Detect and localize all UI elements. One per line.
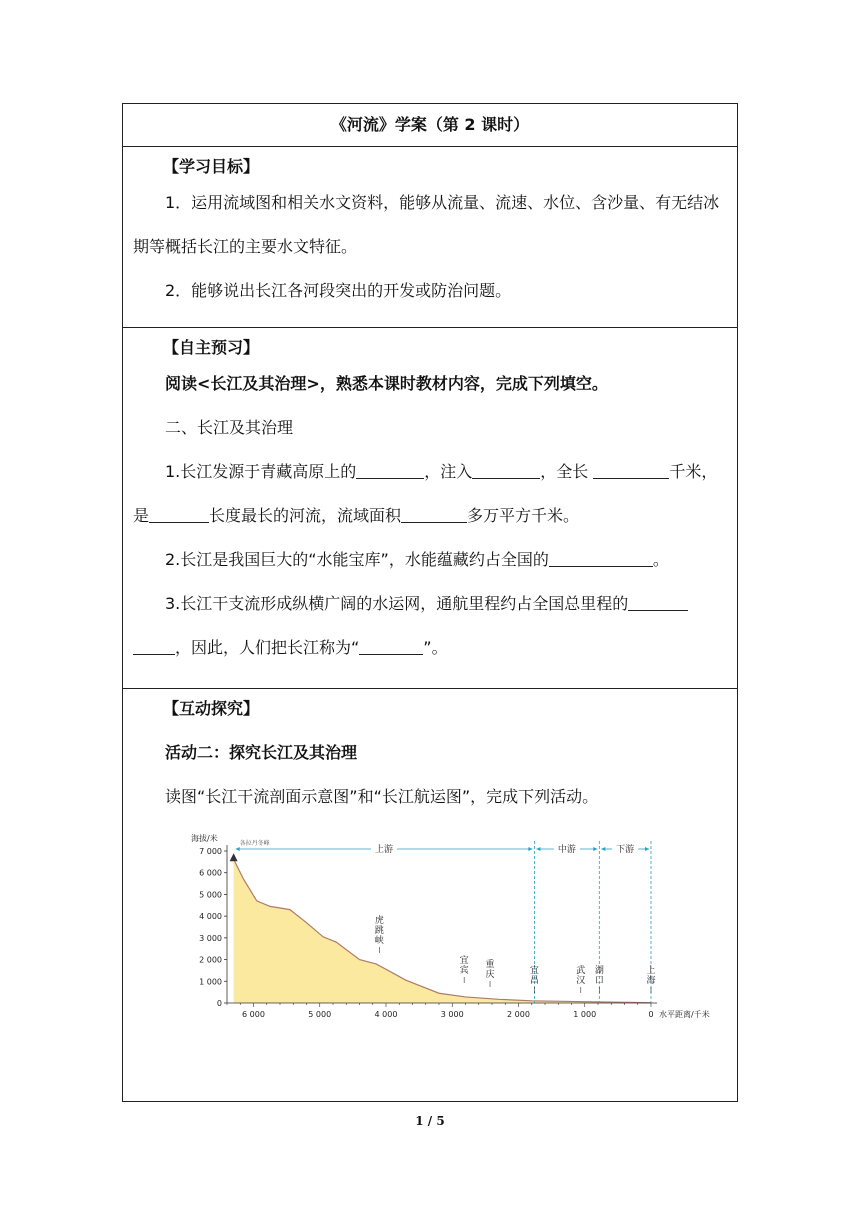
q3-blank-share-a[interactable]: [628, 592, 688, 611]
x-tick-label: 6 000: [242, 1010, 265, 1019]
interactive-explore-heading: 【互动探究】: [163, 699, 260, 718]
question-1: [133, 450, 727, 538]
q1-text-d: 千米，是: [133, 462, 718, 525]
x-tick-label: 2 000: [507, 1010, 530, 1019]
q3-text-a: 3.长江干支流形成纵横广阔的水运网，通航里程约占全国总里程的: [165, 594, 629, 613]
place-label: 宜: [459, 956, 469, 966]
place-label: 宜: [529, 966, 539, 976]
reach-arrowhead: [645, 847, 649, 851]
q1-text-b: ，注入: [424, 462, 473, 481]
q3-blank-nickname[interactable]: [359, 636, 423, 655]
reach-arrowhead: [528, 847, 532, 851]
question-3: [133, 582, 727, 670]
y-tick-label: 1 000: [199, 977, 222, 987]
self-preview-section: [123, 328, 738, 689]
y-tick-label: 2 000: [199, 955, 222, 965]
y-tick-label: 3 000: [199, 933, 222, 943]
x-tick-label: 1 000: [573, 1010, 597, 1019]
q3-text-c: ”。: [423, 638, 448, 657]
place-label: 宾: [459, 966, 469, 976]
profile-area: [234, 859, 651, 1003]
q3-blank-share-b[interactable]: [133, 636, 175, 655]
y-tick-label: 0: [216, 999, 222, 1008]
reach-arrowhead: [593, 847, 597, 851]
reach-arrowhead: [601, 847, 605, 851]
reach-label: 中游: [557, 845, 576, 855]
place-label: 上: [646, 966, 656, 976]
place-label: 峡: [374, 936, 384, 946]
q1-text-c: ，全长: [540, 462, 589, 481]
section-title: 二、长江及其治理: [165, 418, 294, 437]
q1-text-e: 长度最长的河流，流域面积: [209, 506, 402, 525]
reach-label: 上游: [375, 845, 394, 855]
goal-1: 1．运用流域图和相关水文资料，能够从流量、流速、水位、含沙量、有无结冰期等概括长江的主要水文特征。: [133, 193, 720, 256]
place-label: 武: [576, 966, 586, 976]
learning-goals-heading: 【学习目标】: [163, 157, 260, 176]
preview-intro: 阅读<长江及其治理>，熟悉本课时教材内容，完成下列填空。: [165, 374, 608, 393]
place-label: 跳: [374, 926, 384, 936]
q1-text-a: 1.长江发源于青藏高原上的: [165, 462, 357, 481]
q2-blank-share[interactable]: [549, 548, 653, 567]
x-tick-label: 5 000: [308, 1010, 332, 1019]
goal-2: 2．能够说出长江各河段突出的开发或防治问题。: [165, 281, 512, 300]
source-label: 各拉丹冬峰: [239, 840, 270, 847]
place-label: 庆: [485, 970, 495, 980]
learning-goals-section: [123, 147, 738, 328]
question-2: [133, 538, 727, 582]
self-preview-heading: 【自主预习】: [163, 338, 260, 357]
x-tick-label: 4 000: [374, 1010, 398, 1019]
q1-blank-area[interactable]: [401, 504, 467, 523]
x-tick-label: 3 000: [440, 1010, 464, 1019]
reach-arrowhead: [536, 847, 540, 851]
y-tick-label: 5 000: [199, 890, 222, 900]
reach-arrowhead: [236, 847, 240, 851]
q1-blank-rank[interactable]: [149, 504, 209, 523]
q1-text-f: 多万平方千米。: [467, 506, 580, 525]
page-number: 1 / 5: [415, 1114, 445, 1128]
place-label: 口: [594, 976, 604, 986]
q1-blank-source[interactable]: [356, 460, 424, 479]
worksheet-title: 《河流》学案（第 2 课时）: [123, 104, 738, 147]
activity-intro: 读图“长江干流剖面示意图”和“长江航运图”，完成下列活动。: [165, 787, 599, 806]
q1-blank-sea[interactable]: [472, 460, 540, 479]
y-tick-label: 4 000: [199, 912, 222, 922]
place-label: 重: [485, 960, 495, 970]
y-axis-title: 海拔/米: [191, 834, 218, 843]
q2-text-a: 2.长江是我国巨大的“水能宝库”，水能蕴藏约占全国的: [165, 550, 549, 569]
river-profile-chart: [183, 827, 713, 1027]
activity-title: 活动二：探究长江及其治理: [165, 743, 358, 762]
q1-blank-length[interactable]: [593, 460, 669, 479]
x-axis-title: 水平距离/千米: [659, 1010, 710, 1019]
place-label: 湖: [594, 966, 604, 976]
x-tick-label: 0: [648, 1010, 654, 1019]
worksheet-table: [122, 103, 738, 1102]
place-label: 海: [646, 976, 656, 986]
place-label: 虎: [374, 916, 384, 926]
reach-label: 下游: [616, 845, 635, 855]
q2-text-b: 。: [652, 550, 669, 569]
y-tick-label: 7 000: [199, 847, 222, 856]
river-profile-chart-container: [183, 827, 727, 1031]
interactive-explore-section: [123, 689, 738, 1102]
place-label: 昌: [529, 976, 539, 986]
q3-text-b: ，因此，人们把长江称为“: [175, 638, 360, 657]
source-peak-marker: [230, 853, 238, 861]
y-tick-label: 6 000: [199, 868, 222, 878]
place-label: 汉: [576, 976, 586, 986]
